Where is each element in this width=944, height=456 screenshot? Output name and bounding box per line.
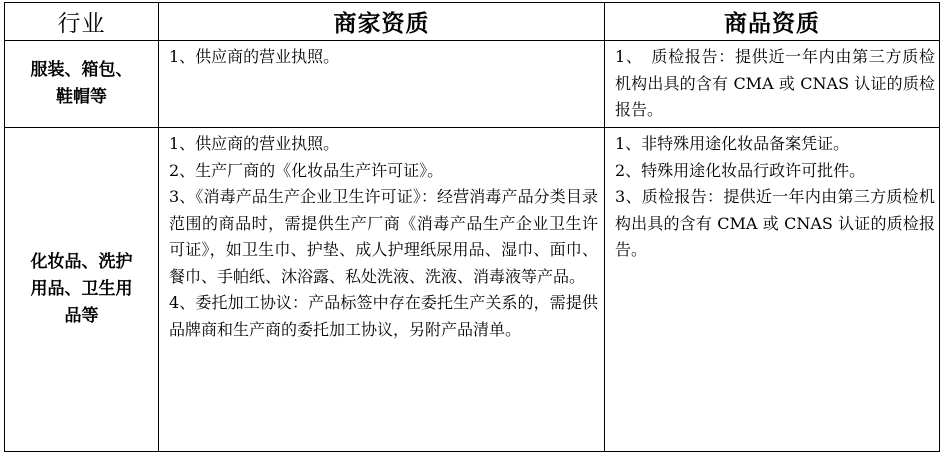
industry-label-line: 品等: [64, 306, 99, 326]
industry-label-line: 服装、箱包、: [30, 60, 133, 80]
product-requirement-item: 3、质检报告：提供近一年内由第三方质检机构出具的含有 CMA 或 CNAS 认证的质检报告。: [615, 187, 935, 259]
merchant-requirement-item: 4、委托加工协议：产品标签中存在委托生产关系的，需提供品牌商和生产商的委托加工协议，另附产品清单。: [169, 293, 598, 339]
industry-label-line: 鞋帽等: [56, 87, 107, 107]
merchant-requirement-item: 1、供应商的营业执照。: [169, 134, 340, 153]
header-product-qualification: 商品资质: [605, 3, 940, 41]
product-requirement-item: 1、 质检报告：提供近一年内由第三方质检机构出具的含有 CMA 或 CNAS 认证的质检报告。: [615, 47, 935, 119]
merchant-requirement-item: 2、生产厂商的《化妆品生产许可证》。: [169, 160, 444, 180]
industry-label-line: 化妆品、洗护: [30, 252, 133, 272]
header-merchant-qualification: 商家资质: [159, 3, 605, 41]
product-requirement-item: 2、特殊用途化妆品行政许可批件。: [615, 160, 866, 180]
table-header-row: [5, 3, 940, 41]
qualification-table: [4, 2, 940, 452]
table-row: [5, 128, 940, 452]
industry-cell: [5, 41, 159, 128]
table-row: [5, 41, 940, 128]
product-qualification-cell: [605, 128, 940, 452]
merchant-qualification-cell: [159, 128, 605, 452]
product-requirement-item: 1、非特殊用途化妆品备案凭证。: [615, 134, 850, 153]
merchant-requirement-item: 1、供应商的营业执照。: [169, 47, 340, 66]
header-industry: 行业: [5, 3, 159, 41]
merchant-qualification-cell: [159, 41, 605, 128]
industry-cell: [5, 128, 159, 452]
merchant-requirement-item: 3、《消毒产品生产企业卫生许可证》：经营消毒产品分类目录范围的商品时，需提供生产厂商《消毒产品生产企业卫生许可证》，如卫生巾、护垫、成人护理纸尿用品、湿巾、面巾、餐巾、手帕纸、沐浴露、私处洗液、洗液、消毒液等产品。: [169, 187, 598, 286]
industry-label-line: 用品、卫生用: [30, 279, 133, 299]
product-qualification-cell: [605, 41, 940, 128]
